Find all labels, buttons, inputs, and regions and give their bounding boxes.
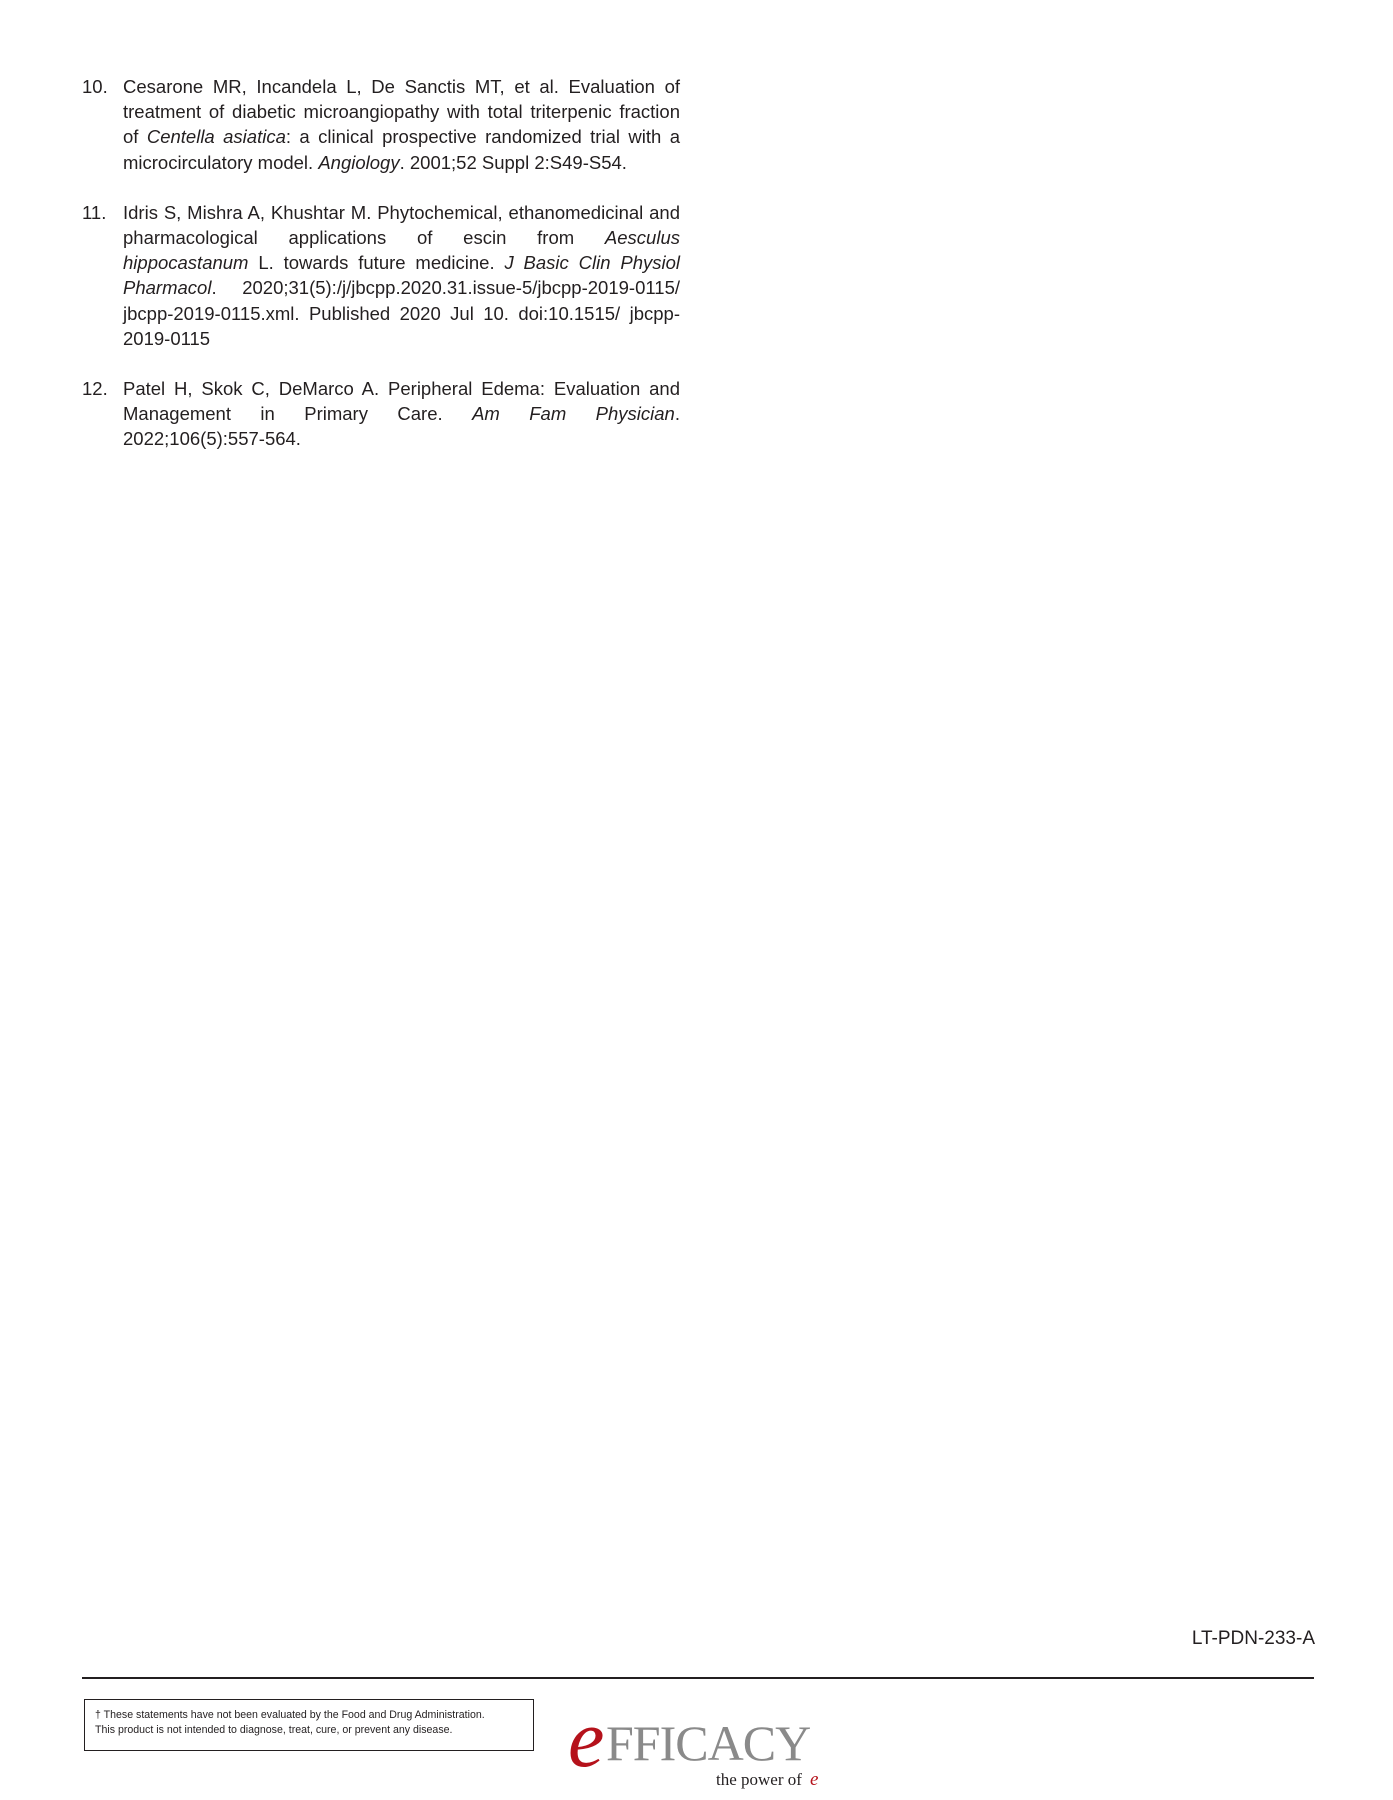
reference-italic-segment: Angiology <box>318 151 400 173</box>
footer-rule <box>82 1677 1314 1679</box>
efficacy-logo <box>568 1694 838 1794</box>
reference-number: 10. <box>82 76 108 97</box>
disclaimer-line-2: This product is not intended to diagnose, treat, cure, or prevent any disease. <box>95 1724 453 1736</box>
logo-tagline-mark: e <box>810 1769 819 1790</box>
reference-item <box>82 74 680 175</box>
reference-item <box>82 200 680 351</box>
reference-segment: : a clinical prospective randomized trial with a microcirculatory model. <box>123 126 680 173</box>
reference-segment: Idris S, Mishra A, Khushtar M. Phytochemical, ethanomedicinal and pharmacological applications of escin from <box>123 201 680 249</box>
disclaimer-line-1: † These statements have not been evaluated by the Food and Drug Administration. <box>95 1709 485 1721</box>
logo-wordmark: FFICACY <box>606 1715 811 1771</box>
document-code: LT-PDN-233-A <box>1191 1628 1315 1649</box>
reference-segment: . 2020;31(5):/j/jbcpp.2020.31.issue-5/jbcpp-2019-0115/ jbcpp-2019-0115.xml. Published 2020 Jul 10. doi:10.1515/ jbcpp-2019-0115 <box>123 277 680 349</box>
reference-item <box>82 376 680 452</box>
reference-segment: . 2001;52 Suppl 2:S49-S54. <box>399 151 627 173</box>
reference-number: 12. <box>82 378 108 400</box>
reference-segment: Patel H, Skok C, DeMarco A. Peripheral Edema: Evaluation and Management in Primary Care. <box>123 378 680 425</box>
reference-italic-segment: Centella asiatica <box>146 126 286 148</box>
fda-disclaimer-box <box>84 1699 534 1751</box>
reference-segment: L. towards future medicine. <box>248 252 505 274</box>
reference-text <box>123 200 680 351</box>
reference-segment: Cesarone MR, Incandela L, De Sanctis MT, et al. Evaluation of treatment of diabetic microangiopathy with total triterpenic fraction of <box>123 76 680 148</box>
reference-italic-segment: Am Fam Physician <box>472 403 675 425</box>
reference-text <box>123 74 680 175</box>
reference-list <box>82 74 680 477</box>
reference-italic-segment: J Basic Clin Physiol Pharmacol <box>123 252 680 299</box>
reference-segment: . 2022;106(5):557-564. <box>123 403 680 450</box>
reference-text <box>123 376 680 452</box>
reference-number: 11. <box>82 201 107 223</box>
logo-initial: e <box>568 1694 605 1784</box>
logo-tagline: the power of <box>716 1770 802 1789</box>
reference-italic-segment: Aesculus hippocastanum <box>123 227 680 274</box>
